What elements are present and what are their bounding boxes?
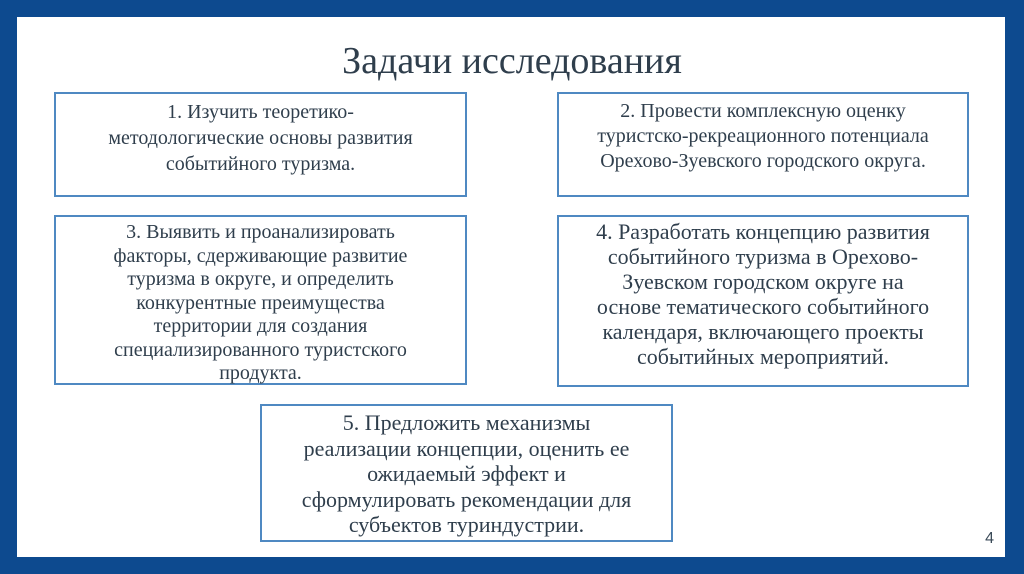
task-line: туризма в округе, и определить xyxy=(127,268,394,290)
task-line: календаря, включающего проекты xyxy=(602,319,924,344)
task-line: Зуевском городском округе на xyxy=(622,269,904,294)
task-line: методологические основы развития xyxy=(108,127,413,149)
task-line: реализации концепции, оценить ее xyxy=(303,435,630,461)
task-line: событийных мероприятий. xyxy=(637,344,889,369)
task-line: 4. Разработать концепцию развития xyxy=(596,219,930,244)
slide-title: Задачи исследования xyxy=(342,40,682,82)
task-box-4 xyxy=(557,215,969,387)
task-line: продукта. xyxy=(219,362,302,384)
task-box-5 xyxy=(260,404,673,542)
task-line: сформулировать рекомендации для xyxy=(301,486,632,512)
task-line: 5. Предложить механизмы xyxy=(342,410,591,435)
page-number: 4 xyxy=(985,530,994,547)
task-line: Орехово-Зуевского городского округа. xyxy=(600,150,926,172)
task-line: основе тематического событийного xyxy=(596,294,930,319)
task-line: субъектов туриндустрии. xyxy=(348,512,585,537)
task-line: 1. Изучить теоретико- xyxy=(167,101,354,123)
task-line: ожидаемый эффект и xyxy=(367,461,566,486)
task-box-2 xyxy=(557,92,969,197)
task-line: 3. Выявить и проанализировать xyxy=(126,221,395,243)
task-line: событийного туризма в Орехово- xyxy=(607,244,919,269)
task-line: специализированного туристского xyxy=(114,338,407,361)
task-line: событийного туризма. xyxy=(165,153,356,175)
task-line: территории для создания xyxy=(153,315,368,337)
task-box-3 xyxy=(54,215,467,385)
task-line: туристско-рекреационного потенциала xyxy=(597,125,929,147)
task-box-1 xyxy=(54,92,467,197)
task-line: факторы, сдерживающие развитие xyxy=(113,244,408,267)
task-line: конкурентные преимущества xyxy=(136,291,385,314)
task-line: 2. Провести комплексную оценку xyxy=(620,100,906,122)
